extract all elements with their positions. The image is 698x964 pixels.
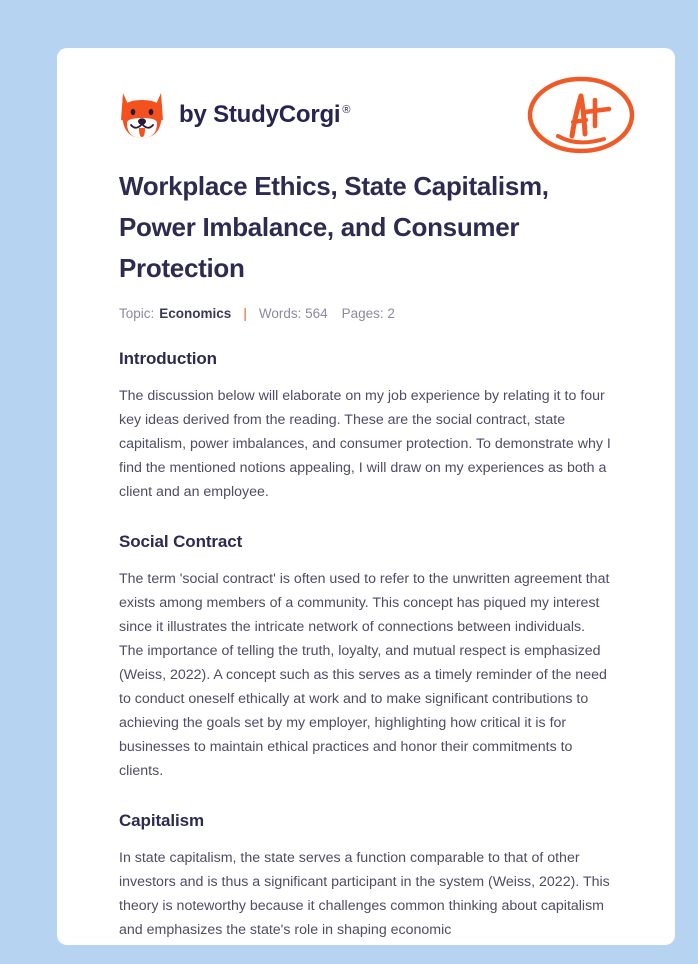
meta-page-count: Pages: 2 bbox=[341, 306, 395, 321]
brand-lockup[interactable] bbox=[119, 90, 350, 140]
registered-trademark-icon: ® bbox=[342, 104, 351, 116]
document-page-card bbox=[57, 48, 675, 945]
section-text-social-contract: The term 'social contract' is often used to refer to the unwritten agreement that exists among members of a community. This concept has piqued my interest since it illustrates the intricate network of connections between individuals. The importance of telling the truth, loyalty, and mutual respect is emphasized (Weiss, 2022). A concept such as this serves as a timely reminder of the need to conduct oneself ethically at work and to make significant contributions to achieving the goals set by my employer, highlighting how critical it is for businesses to maintain ethical practices and honor their commitments to clients. bbox=[119, 571, 610, 779]
section-heading-capitalism: Capitalism bbox=[119, 811, 204, 830]
document-meta bbox=[119, 306, 613, 321]
section-text-introduction: The discussion below will elaborate on my job experience by relating it to four key ideas derived from the reading. These are the social contract, state capitalism, power imbalances, and consumer protection. To demonstrate why I find the mentioned notions appealing, I will draw on my experiences as both a client and an employee. bbox=[119, 388, 611, 500]
brand-name: by StudyCorgi ® bbox=[179, 101, 351, 128]
section-text-capitalism: In state capitalism, the state serves a function comparable to that of other investors and is thus a significant participant in the system (Weiss, 2022). This theory is noteworthy because it challenges common thinking about capitalism and emphasizes the state's role in shaping economic bbox=[119, 850, 610, 938]
meta-separator: | bbox=[243, 306, 247, 321]
section-heading-introduction: Introduction bbox=[119, 349, 217, 368]
corgi-logo-icon bbox=[119, 90, 165, 140]
meta-word-count: Words: 564 bbox=[258, 306, 328, 321]
meta-topic-value[interactable]: Economics bbox=[159, 306, 232, 321]
page-title: Workplace Ethics, State Capitalism, Power Imbalance, and Consumer Protection bbox=[119, 171, 549, 283]
a-plus-grade-badge-icon bbox=[525, 74, 637, 156]
meta-topic-label: Topic: bbox=[119, 306, 155, 321]
document-body bbox=[57, 166, 675, 942]
section-heading-social-contract: Social Contract bbox=[119, 532, 243, 551]
document-header bbox=[57, 48, 675, 160]
